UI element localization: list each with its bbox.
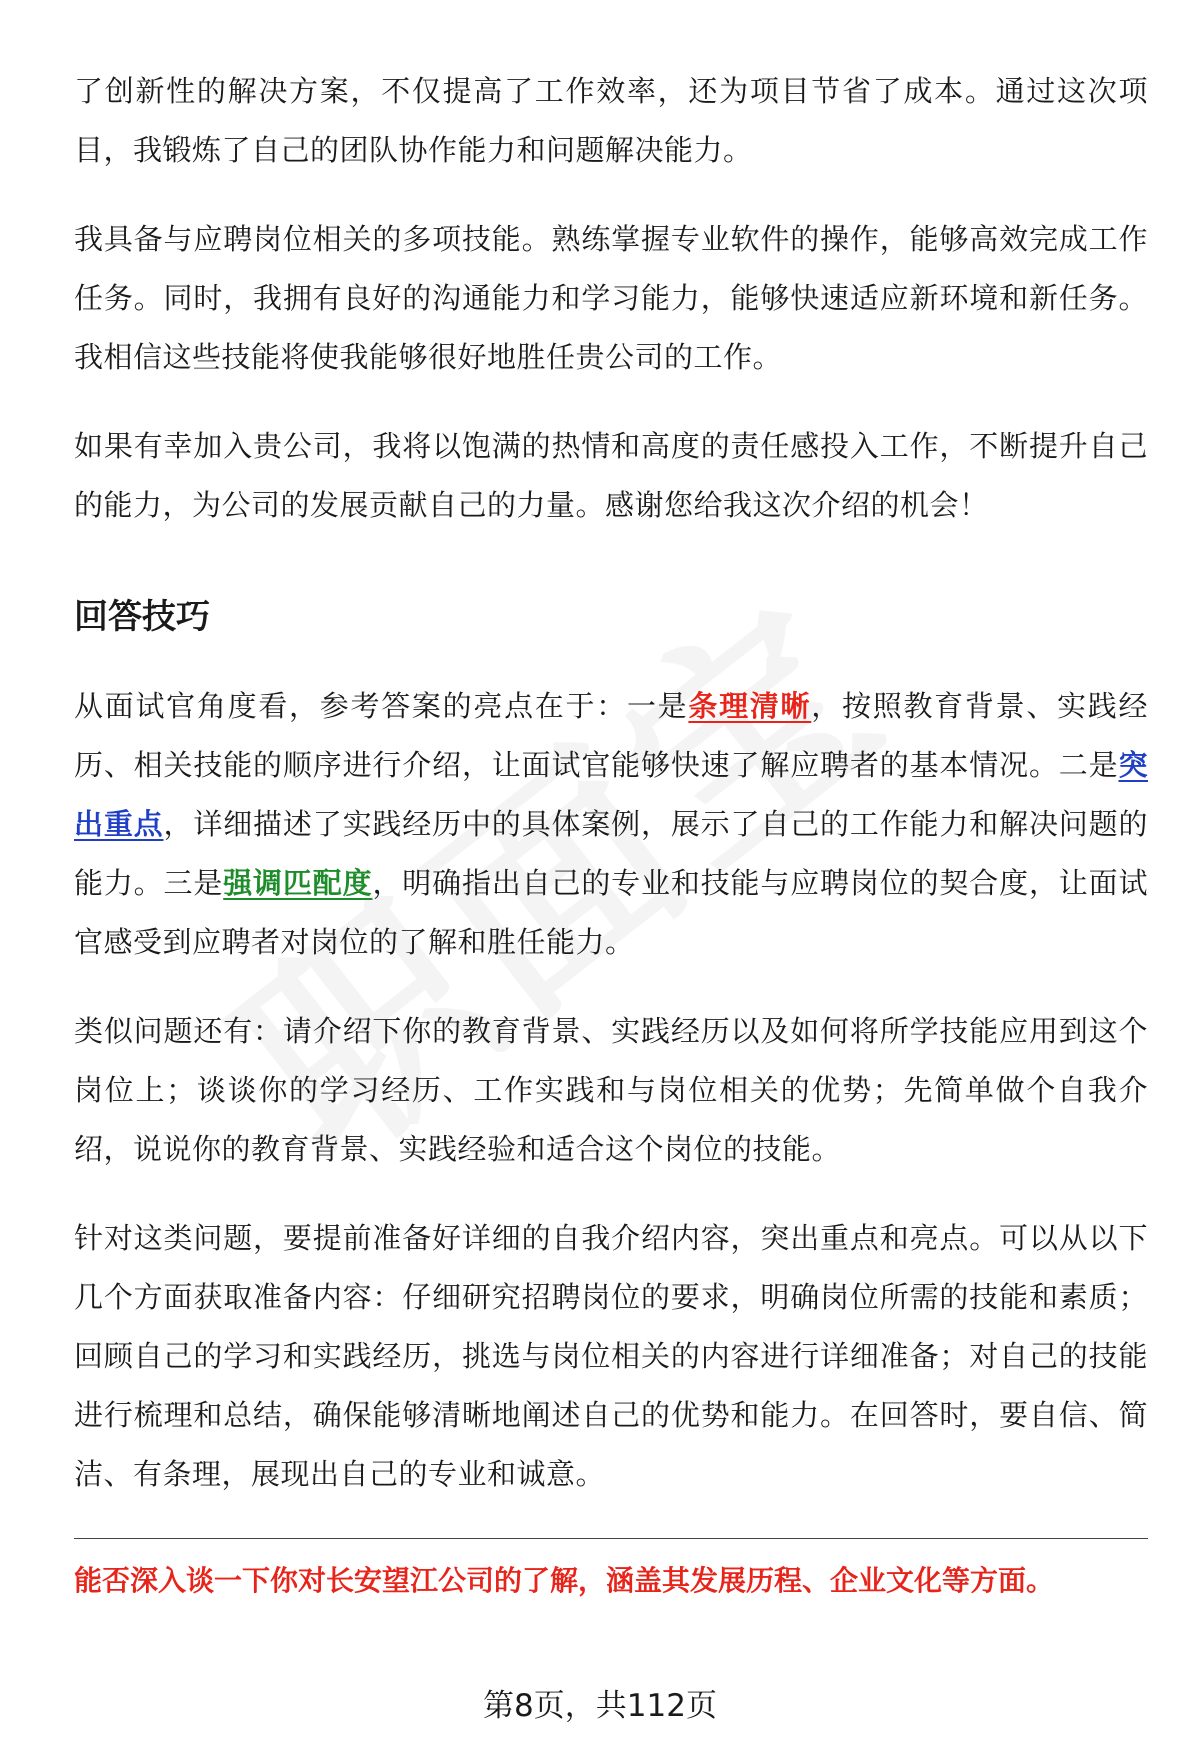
section-title: 回答技巧	[74, 597, 210, 637]
highlight-organized: 条理清晰	[688, 689, 812, 723]
tips-text: ，明确指出自己的专业和技能与应聘岗位的契合度，让面试官感受到应聘者对岗位的了解和胜任能力。	[74, 866, 1148, 959]
document-page	[74, 62, 1148, 1601]
next-question: 能否深入谈一下你对长安望江公司的了解，涵盖其发展历程、企业文化等方面。	[74, 1564, 1055, 1597]
highlight-match: 强调匹配度	[223, 866, 373, 900]
divider	[74, 1538, 1148, 1539]
tips-paragraph-2: 类似问题还有：请介绍下你的教育背景、实践经历以及如何将所学技能应用到这个岗位上；谈谈你的学习经历、工作实践和与岗位相关的优势；先简单做个自我介绍，说说你的教育背景、实践经验和适合这个岗位的技能。	[74, 1014, 1148, 1166]
tips-paragraph-1	[74, 677, 1148, 972]
page-number: 第8页，共112页	[483, 1688, 717, 1724]
answer-paragraph-3: 如果有幸加入贵公司，我将以饱满的热情和高度的责任感投入工作，不断提升自己的能力，为公司的发展贡献自己的力量。感谢您给我这次介绍的机会！	[74, 429, 1148, 522]
tips-text: 从面试官角度看，参考答案的亮点在于：一是	[74, 689, 689, 723]
tips-paragraph-3: 针对这类问题，要提前准备好详细的自我介绍内容，突出重点和亮点。可以从以下几个方面获取准备内容：仔细研究招聘岗位的要求，明确岗位所需的技能和素质；回顾自己的学习和实践经历，挑选与岗位相关的内容进行详细准备；对自己的技能进行梳理和总结，确保能够清晰地阐述自己的优势和能力。在回答时，要自信、简洁、有条理，展现出自己的专业和诚意。	[74, 1221, 1148, 1491]
answer-paragraph-1: 了创新性的解决方案，不仅提高了工作效率，还为项目节省了成本。通过这次项目，我锻炼了自己的团队协作能力和问题解决能力。	[74, 74, 1148, 167]
answer-paragraph-2: 我具备与应聘岗位相关的多项技能。熟练掌握专业软件的操作，能够高效完成工作任务。同时，我拥有良好的沟通能力和学习能力，能够快速适应新环境和新任务。我相信这些技能将使我能够很好地胜任贵公司的工作。	[74, 222, 1148, 374]
tips-text: ，详细描述了实践经历中的具体案例，展示了自己的工作能力和解决问题的能力。三是	[74, 807, 1148, 900]
tips-text: ，按照教育背景、实践经历、相关技能的顺序进行介绍，让面试官能够快速了解应聘者的基本情况。二是	[74, 689, 1148, 782]
highlight-key-points: 突出重点	[74, 748, 1148, 841]
